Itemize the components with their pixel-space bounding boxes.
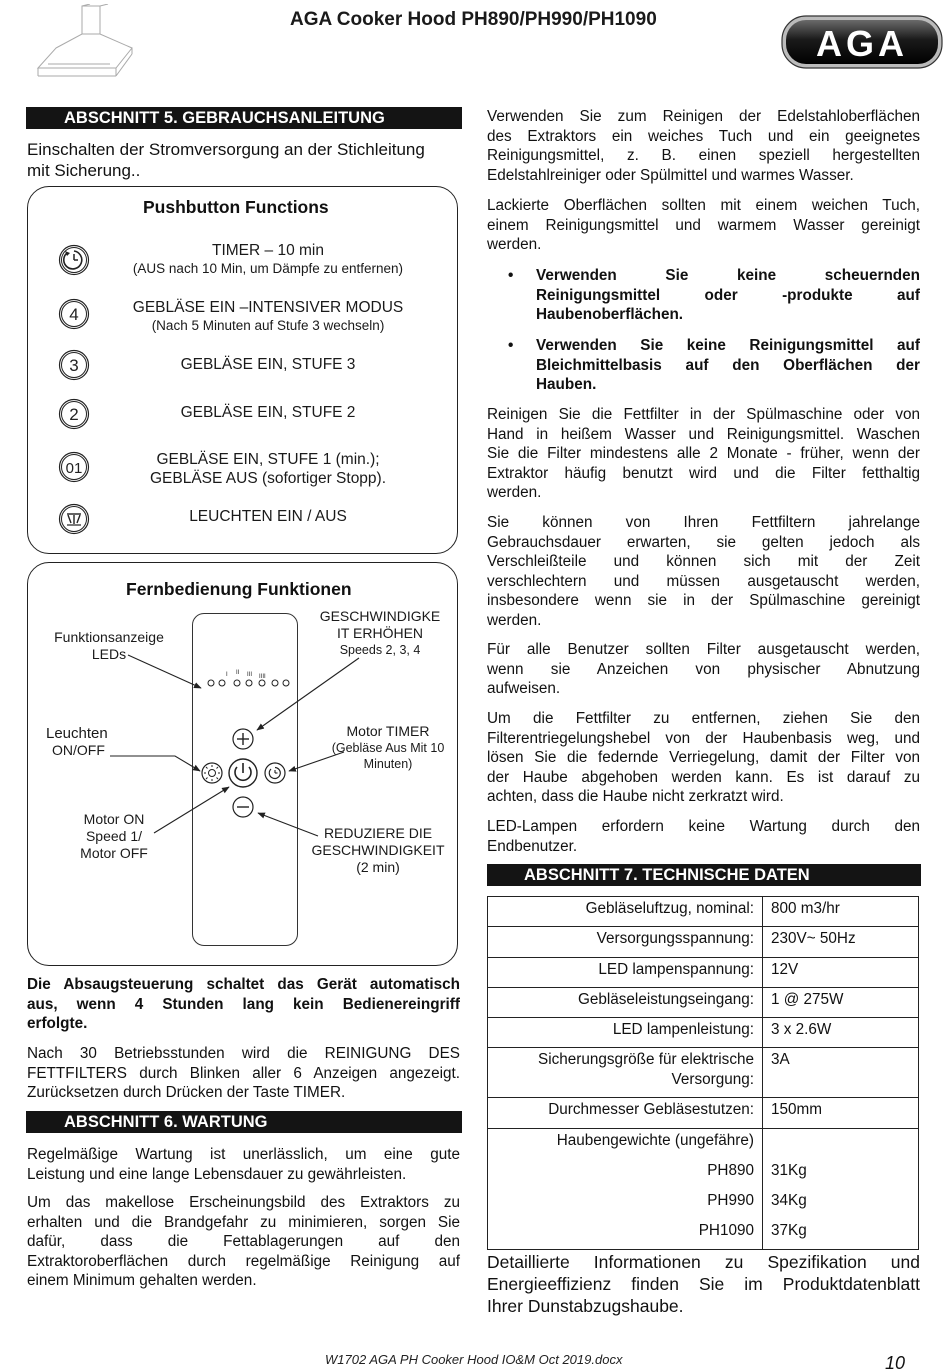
filter-lifetime [487, 513, 920, 630]
text-line: Nach 30 Betriebsstunden wird die REINIGUNG DES [27, 1045, 460, 1062]
table-key: PH890 [488, 1159, 763, 1189]
text-line: Gebrauchsdauer erwarten, sie gelten jedoch als [487, 533, 920, 551]
text-line: Extraktoroberflächen durch regelmäßige Reinigung auf [27, 1252, 460, 1270]
label-line: REDUZIERE DIE [323, 825, 433, 841]
table-value: 12V [763, 957, 919, 987]
speed-down-label [300, 825, 456, 876]
text-line: aus, wenn 4 Stunden lang kein Bedienereingriff [27, 995, 460, 1013]
text-line: Verwenden Sie keine Reinigungsmittel auf [536, 337, 920, 354]
text-line: Bleichmittelbasis auf den Oberflächen der [536, 356, 920, 374]
table-value: 230V~ 50Hz [763, 927, 919, 957]
table-row [488, 1098, 919, 1128]
text-line: Für alle Benutzer sollten Filter ausgetauscht werden, [487, 641, 920, 658]
technical-data-table [487, 896, 919, 1250]
text-line: werden. [487, 236, 542, 253]
table-key: PH1090 [488, 1219, 763, 1249]
table-value: 150mm [763, 1098, 919, 1128]
label-note: (Gebläse Aus Mit 10 [331, 741, 445, 755]
label-line: IT ERHÖHEN [336, 625, 424, 641]
text-line: Sie die Filter mindestens alle 2 Monate - früher, wenn der [487, 445, 920, 462]
table-row [488, 957, 919, 987]
label-line: (2 min) [356, 859, 400, 875]
speed-2-icon [58, 398, 90, 430]
auto-off-note [27, 975, 460, 1034]
speed-1-off-function [98, 450, 438, 488]
label-line: ON/OFF [52, 742, 105, 758]
table-value: 800 m3/hr [763, 897, 919, 927]
label-line: Leuchten [46, 725, 108, 742]
cooker-hood-illustration [28, 4, 136, 82]
bullet-dot: • [508, 337, 514, 354]
label-line: Motor ON [83, 811, 145, 827]
filter-replace [487, 640, 920, 699]
text-line: Filterentriegelungshebel von der Haubenbasis weg, und [487, 729, 920, 747]
svg-text:2: 2 [69, 405, 79, 424]
table-key: Sicherungsgröße für elektrische Versorgung: [488, 1048, 763, 1098]
text-line: LED-Lampen erfordern keine Wartung durch den [487, 818, 920, 835]
section-7-heading: ABSCHNITT 7. TECHNISCHE DATEN [487, 864, 921, 886]
text-line: Zurücksetzen durch Drücken der Taste TIMER. [27, 1084, 346, 1101]
text-line: aufweisen. [487, 680, 561, 697]
further-info [487, 1251, 920, 1317]
svg-text:3: 3 [69, 356, 79, 375]
text-line: der Haube abgehoben werden kann. Es ist darauf zu [487, 768, 920, 786]
document-title: AGA Cooker Hood PH890/PH990/PH1090 [290, 9, 657, 30]
maintenance-appearance [27, 1193, 460, 1291]
table-key: Haubengewichte (ungefähre) [488, 1128, 763, 1158]
lights-icon [58, 503, 90, 535]
text-line: Verwenden Sie zum Reinigen der Edelstahloberflächen [487, 108, 920, 125]
text-line: Reinigungsmittel, z. B. einen speziell hergestellten [487, 147, 920, 164]
bullet-dot: • [508, 267, 514, 284]
function-label: GEBLÄSE EIN, STUFE 3 [180, 356, 356, 373]
text-line: Edelstahlreiniger oder Spülmittel und warmes Wasser. [487, 166, 854, 184]
table-row [488, 1018, 919, 1048]
label-line: GESCHWINDIGKEIT [311, 842, 445, 858]
table-row [488, 897, 919, 927]
text-line: einem Reinigungsmittel und warmem Wasser gereinigt [487, 216, 920, 234]
table-row [488, 987, 919, 1017]
text-line: FETTFILTERS durch Blinken aller 6 Anzeigen angezeigt. [27, 1064, 460, 1082]
remote-title: Fernbedienung Funktionen [126, 579, 352, 599]
label-line: GESCHWINDIGKE [319, 608, 441, 624]
speed-up-label [300, 608, 460, 658]
text-line: werden. [487, 611, 542, 629]
table-key: Gebläseleistungseingang: [488, 987, 763, 1017]
section-5-heading: ABSCHNITT 5. GEBRAUCHSANLEITUNG [26, 107, 462, 129]
table-value: 3 x 2.6W [763, 1018, 919, 1048]
filter-removal [487, 709, 920, 807]
power-intro [27, 139, 467, 181]
text-line: lösen Sie die federnde Verriegelung, damit der Filter von [487, 749, 920, 766]
text-line: Verschleißteile und können sich mit der Zeit [487, 553, 920, 570]
table-row [488, 927, 919, 957]
intensive-function [98, 298, 438, 334]
table-key: Durchmesser Gebläsestutzen: [488, 1098, 763, 1128]
table-row [488, 1128, 919, 1158]
text-line: Lackierte Oberflächen sollten mit einem weichen Tuch, [487, 197, 920, 214]
text-line: Reinigen Sie die Fettfilter in der Spülmaschine oder von [487, 406, 920, 423]
function-label: LEUCHTEN EIN / AUS [189, 508, 347, 525]
svg-text:AGA: AGA [816, 23, 908, 64]
timer-icon [58, 244, 90, 276]
text-line: achten, dass die Haube nicht zerkratzt wird. [487, 788, 784, 805]
function-label: GEBLÄSE EIN, STUFE 1 (min.); [156, 451, 380, 468]
text-line: Detaillierte Informationen zu Spezifikation und [487, 1252, 920, 1272]
label-line: LEDs [91, 646, 127, 662]
text-line: Um die Fettfilter zu entfernen, ziehen Sie den [487, 710, 920, 727]
text-line: werden. [487, 484, 542, 501]
text-line: Ihrer Dunstabzugshaube. [487, 1296, 684, 1316]
aga-logo [780, 12, 944, 72]
label-note: Speeds 2, 3, 4 [339, 643, 421, 657]
table-key: LED lampenspannung: [488, 957, 763, 987]
table-key: LED lampenleistung: [488, 1018, 763, 1048]
text-line: insbesondere wenn sie in der Spülmaschine gereinigt [487, 592, 920, 609]
text-line: Sie können von Ihren Fettfiltern jahrelange [487, 514, 920, 531]
timer-label [313, 723, 463, 772]
text-line: wenn sie Anzeichen von physischer Abnutzung [487, 660, 920, 678]
grease-filter-cleaning [487, 405, 920, 503]
table-value: 34Kg [771, 1191, 807, 1209]
text-line: Extraktor häufig benutzt wird und die Filter fetthaltig [487, 464, 920, 482]
text-line: Reinigungsmittel oder -produkte auf [536, 286, 920, 304]
page-number: 10 [885, 1353, 906, 1372]
label-note: Minuten) [363, 757, 413, 771]
table-value: 31Kg [771, 1161, 807, 1179]
table-key: Versorgungsspannung: [488, 927, 763, 957]
document-reference: W1702 AGA PH Cooker Hood IO&M Oct 2019.docx [325, 1352, 623, 1367]
table-row [488, 1159, 919, 1189]
steel-cleaning [487, 107, 920, 185]
text-line: Haubenoberflächen. [536, 306, 684, 323]
text-line: Regelmäßige Wartung ist unerlässlich, um eine gute [27, 1146, 460, 1163]
remote-control-body [192, 613, 298, 946]
svg-text:4: 4 [69, 305, 79, 324]
section-6-heading: ABSCHNITT 6. WARTUNG [26, 1111, 462, 1133]
led-mark: III [247, 672, 253, 678]
lacquer-cleaning [487, 196, 920, 255]
table-value: 37Kg [771, 1222, 807, 1240]
table-key: PH990 [488, 1189, 763, 1219]
table-value: 3A [763, 1048, 919, 1098]
function-note: (Nach 5 Minuten auf Stufe 3 wechseln) [151, 318, 385, 333]
label-line: Motor TIMER [346, 723, 430, 739]
speed-2-function [98, 403, 438, 422]
intro-line: Einschalten der Stromversorgung an der Stichleitung [27, 140, 425, 159]
speed-4-icon [58, 298, 90, 330]
table-row [488, 1219, 919, 1249]
led-maintenance [487, 817, 920, 856]
text-line: Endbenutzer. [487, 837, 578, 855]
text-line: dafür, dass die Fettablagerungen auf den [27, 1233, 460, 1250]
speed-3-icon [58, 349, 90, 381]
lights-function [98, 507, 438, 526]
lights-label [46, 725, 126, 759]
intro-line: mit Sicherung.. [27, 161, 141, 180]
svg-text:01: 01 [65, 460, 83, 477]
filter-reset-note [27, 1044, 460, 1103]
label-line: Speed 1/ [85, 828, 143, 844]
text-line: Hauben. [536, 376, 597, 393]
table-row [488, 1048, 919, 1098]
function-label: TIMER – 10 min [212, 242, 324, 259]
function-label: GEBLÄSE EIN, STUFE 2 [180, 404, 356, 421]
text-line: Verwenden Sie keine scheuernden [536, 267, 920, 284]
text-line: erhalten und die Brandgefahr zu minimieren, sorgen Sie [27, 1213, 460, 1231]
function-label: GEBLÄSE AUS (sofortiger Stopp). [149, 470, 387, 487]
led-mark: II [236, 670, 240, 676]
led-mark: I [226, 672, 228, 678]
text-line: einem Minimum gehalten werden. [27, 1272, 257, 1289]
function-note: (AUS nach 10 Min, um Dämpfe zu entfernen) [132, 261, 404, 276]
text-line: Hand in heißem Wasser und Reinigungsmittel. Waschen [487, 425, 920, 443]
speed-3-function [98, 355, 438, 374]
led-mark: IIII [259, 674, 266, 680]
motor-label [64, 811, 164, 862]
timer-function [98, 241, 438, 277]
text-line: Leistung und eine lange Lebensdauer zu gewährleisten. [27, 1165, 407, 1183]
text-line: Um das makellose Erscheinungsbild des Extraktors zu [27, 1194, 460, 1211]
text-line: Energieeffizienz finden Sie im Produktdatenblatt [487, 1274, 920, 1294]
speed-1-off-icon [58, 451, 90, 483]
led-indicator-label [44, 629, 174, 663]
maintenance-intro [27, 1145, 460, 1184]
text-line: verschlechtern und müssen ausgetauscht werden, [487, 572, 920, 590]
label-line: Funktionsanzeige [54, 629, 164, 645]
label-line: Motor OFF [80, 845, 148, 861]
table-value: 1 @ 275W [763, 987, 919, 1017]
table-row [488, 1189, 919, 1219]
pushbutton-title: Pushbutton Functions [143, 197, 329, 217]
text-line: Die Absaugsteuerung schaltet das Gerät automatisch [27, 976, 460, 993]
function-label: GEBLÄSE EIN –INTENSIVER MODUS [132, 299, 404, 316]
text-line: erfolgte. [27, 1015, 88, 1032]
text-line: des Extraktors ein weiches Tuch und ein geeignetes [487, 127, 920, 145]
table-key: Gebläseluftzug, nominal: [488, 897, 763, 927]
